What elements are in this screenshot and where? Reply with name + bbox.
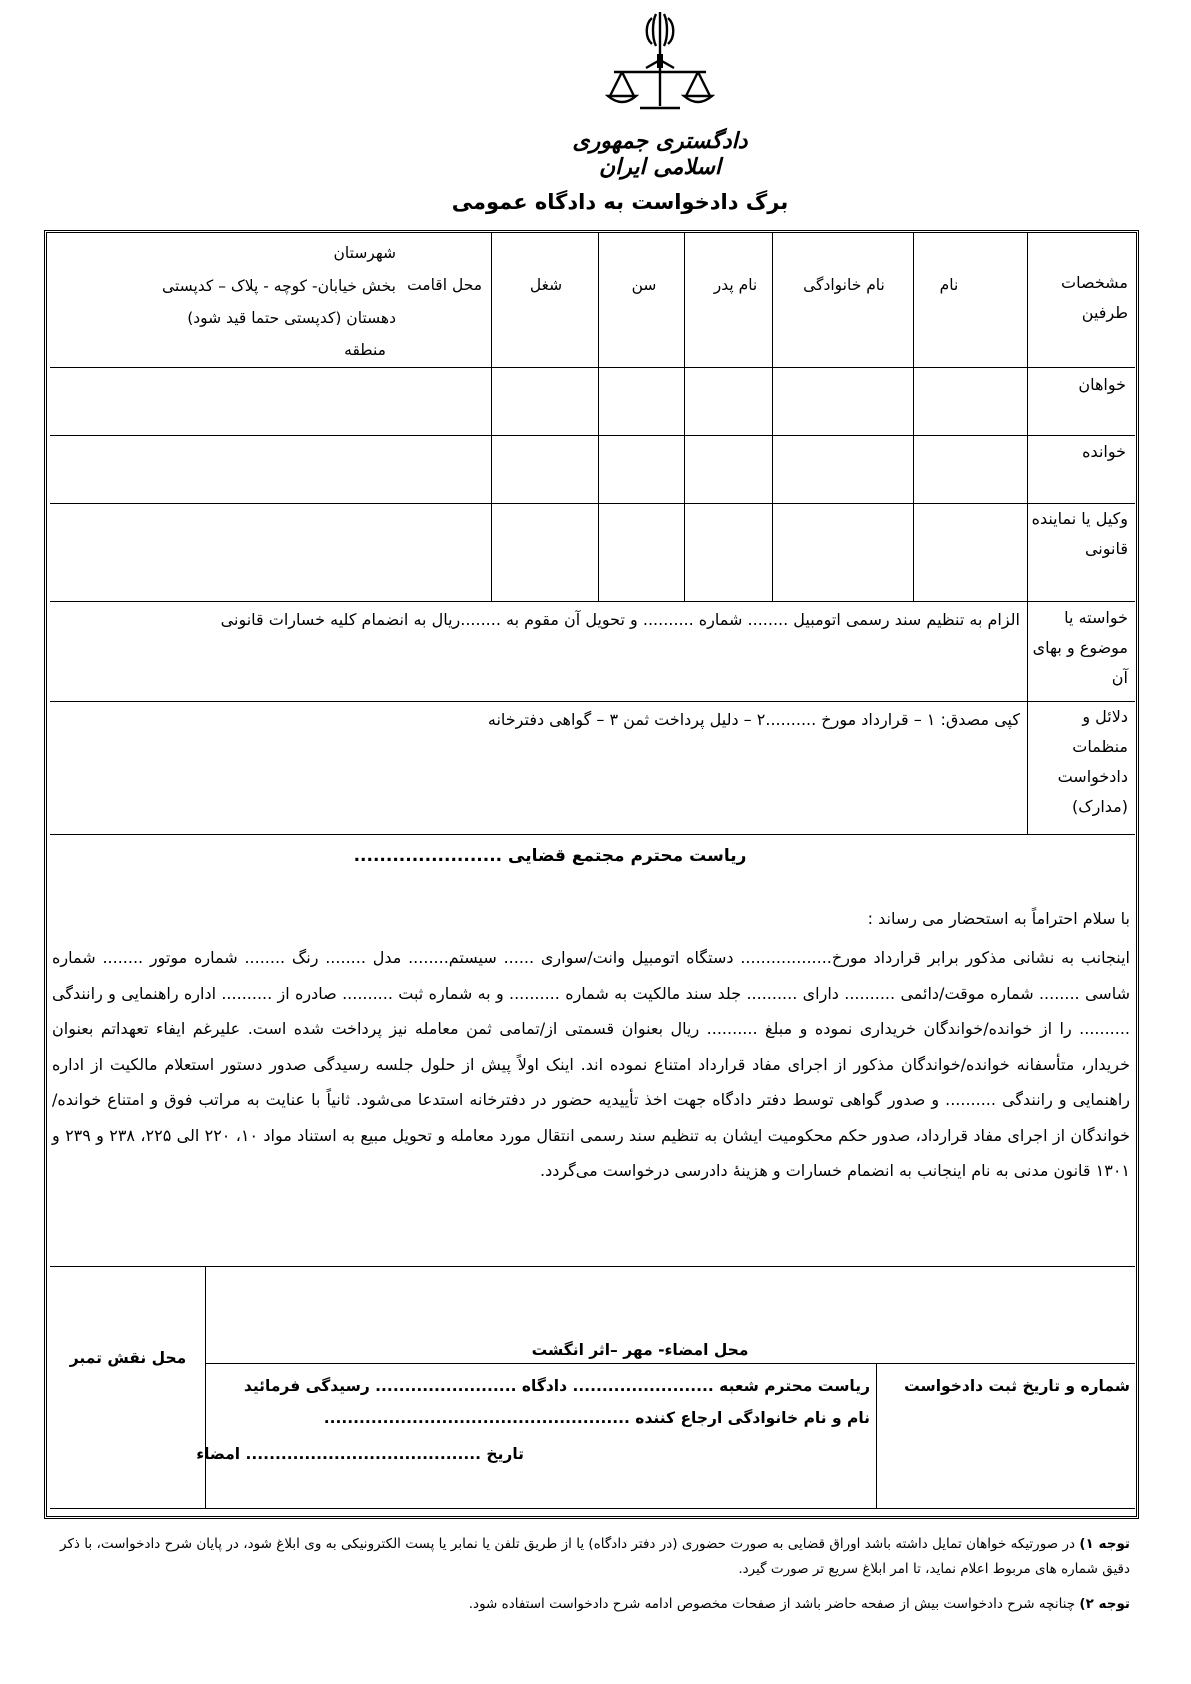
first-name-header: نام — [939, 276, 959, 294]
note-1 — [60, 1532, 1130, 1582]
last-name-header: نام خانوادگی — [803, 276, 885, 294]
age-header: سن — [631, 276, 657, 294]
iran-judiciary-emblem-icon — [600, 10, 720, 122]
note-1-text: در صورتیکه خواهان تمایل داشته باشد اوراق قضایی به صورت حضوری (در دفتر دادگاه) یا از طریق تلفن یا نمابر یا پست الکترونیکی به وی ابلاغ شود، در پایان شرح دادخواست، با ذکر دقیق شماره های مربوط اعلام نماید، تا امر ابلاغ سریع تر صورت گیرد. — [60, 1536, 1130, 1577]
form-title: برگ دادخواست به دادگاه عمومی — [451, 190, 789, 214]
organization-name: دادگستری جمهوری اسلامی ایران — [572, 128, 748, 180]
note-2 — [60, 1592, 1130, 1617]
defendant-label: خوانده — [1082, 442, 1126, 461]
residence-header: محل اقامت — [407, 276, 482, 294]
occupation-header: شغل — [529, 276, 563, 294]
referral-line-1: ریاست محترم شعبه ........................ دادگاه ........................ رسیدگی فرمائید — [243, 1377, 870, 1395]
parties-header: مشخصات طرفین — [1061, 273, 1128, 322]
attorney-label: وکیل یا نماینده قانونی — [1031, 509, 1128, 558]
address-region: منطقه — [344, 341, 386, 359]
note-1-label: توجه ۱) — [1079, 1536, 1130, 1552]
note-2-text: چنانچه شرح دادخواست بیش از صفحه حاضر باشد از صفحات مخصوص ادامه شرح دادخواست استفاده شود. — [468, 1596, 1080, 1612]
evidence-label: دلائل و منظمات دادخواست (مدارک) — [1057, 707, 1128, 816]
registration-label: شماره و تاریخ ثبت دادخواست — [904, 1377, 1130, 1395]
note-2-label: توجه ۲) — [1079, 1596, 1130, 1612]
referral-line-2: نام و نام خانوادگی ارجاع کننده .................................................... — [323, 1409, 870, 1427]
petition-body: اینجانب به نشانی مذکور برابر قرارداد مورخ.................. دستگاه اتومبیل وانت/سواری ...... سیستم........ مدل ........ رنگ ........ شماره موتور ........ شماره شاسی ........ شماره موقت/دائمی .......... دارای .......... جلد سند مالکیت به شماره .......... و به شماره ثبت .......... صادره از .......... اداره راهنمایی و رانندگی .......... را از خوانده/خواندگان خریداری نموده و مبلغ .......... ریال بعنوان قسمتی از/تمامی ثمن معامله نیز پرداخت شده است. علیرغم ایفاء تعهداتم بعنوان خریدار، متأسفانه خوانده/خواندگان مذکور از اجرای مفاد قرارداد امتناع نموده اند. اینک اولاً پیش از حلول جلسه رسیدگی صدور دستور استعلام مالکیت از اداره راهنمایی و رانندگی .......... و صدور گواهی توسط دفتر دادگاه جهت اخذ تأییدیه حضور در دفترخانه استدعا می‌شود. ثانیاً با عنایت به مراتب فوق و امتناع خوانده/خواندگان از اجرای مفاد قرارداد، صدور حکم محکومیت ایشان به تنظیم سند رسمی انتقال مورد معامله و تحویل مبیع به استناد مواد ۱۰، ۲۲۰ الی ۲۲۵، ۲۳۸ و ۲۳۹ و ۱۳۰۱ قانون مدنی به نام اینجانب به انضمام خسارات و هزینهٔ دادرسی درخواست می‌گردد. — [52, 948, 1131, 1180]
petition-form-frame — [44, 230, 1139, 1519]
evidence-text: کپی مصدق: ۱ – قرارداد مورخ ..........۲ – دلیل پرداخت ثمن ۳ – گواهی دفترخانه — [487, 710, 1020, 729]
claim-text: الزام به تنظیم سند رسمی اتومبیل ........ شماره .......... و تحویل آن مقوم به ........ریال به انضمام کلیه خسارات قانونی — [220, 610, 1020, 629]
referral-line-3: تاریخ ........................................ امضاء — [196, 1445, 524, 1463]
plaintiff-label: خواهان — [1078, 375, 1126, 394]
signature-area: محل امضاء- مهر –اثر انگشت — [531, 1341, 749, 1359]
father-name-header: نام پدر — [713, 276, 758, 294]
stamp-area: محل نقش تمبر — [69, 1349, 187, 1367]
address-county: شهرستان — [333, 244, 396, 262]
addressee: ریاست محترم مجتمع قضایی ....................... — [353, 846, 747, 866]
claim-label: خواسته یا موضوع و بهای آن — [1032, 608, 1128, 687]
address-postal: دهستان (کدپستی حتما قید شود) — [187, 309, 396, 327]
greeting: با سلام احتراماً به استحضار می رساند : — [867, 909, 1130, 928]
address-street: بخش خیابان- کوچه - پلاک – کدپستی — [162, 277, 396, 295]
